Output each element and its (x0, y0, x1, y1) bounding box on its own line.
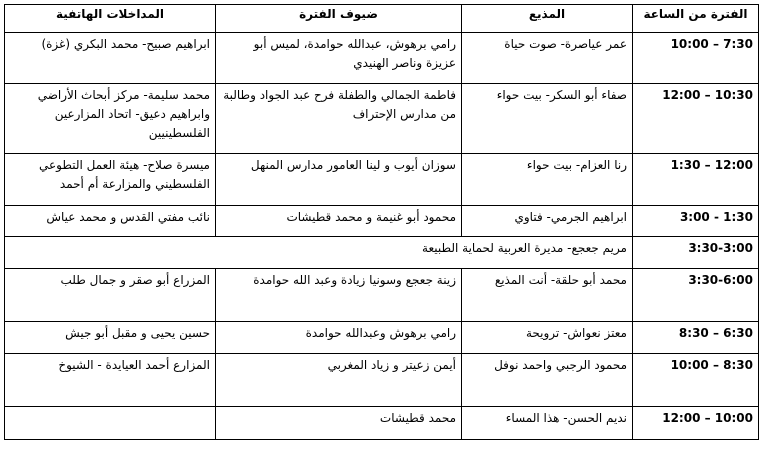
time-cell: 6:30 – 8:30 (633, 322, 759, 354)
guests-cell: أيمن زعيتر و زياد المغربي (216, 353, 462, 406)
host-cell: ابراهيم الجرمي- فتاوي (462, 205, 633, 237)
header-guests: ضيوف الفترة (216, 5, 462, 33)
time-cell: 12:00 – 1:30 (633, 154, 759, 205)
calls-cell: ابراهيم صبيح- محمد البكري (غزة) (5, 32, 216, 83)
guests-cell: فاطمة الجمالي والطفلة فرح عبد الجواد وطالبة من مدارس الإحتراف (216, 83, 462, 154)
guests-cell: محمود أبو غنيمة و محمد قطيشات (216, 205, 462, 237)
time-cell: 8:30 – 10:00 (633, 353, 759, 406)
header-host: المذيع (462, 5, 633, 33)
schedule-table (4, 4, 759, 440)
header-calls: المداخلات الهاتفية (5, 5, 216, 33)
table-row (5, 407, 759, 440)
table-row (5, 83, 759, 154)
calls-cell: محمد سليمة- مركز أبحاث الأراضي وابراهيم دعيق- اتحاد المزارعين الفلسطينيين (5, 83, 216, 154)
time-cell: 10:00 – 12:00 (633, 407, 759, 440)
time-cell: 1:30 - 3:00 (633, 205, 759, 237)
calls-cell: حسين يحيى و مقبل أبو جيش (5, 322, 216, 354)
calls-cell: المزارع أحمد العيايدة - الشيوخ (5, 353, 216, 406)
time-cell: 3:30-6:00 (633, 269, 759, 322)
table-row (5, 205, 759, 237)
schedule-table-wrapper (4, 4, 758, 440)
time-cell: 7:30 – 10:00 (633, 32, 759, 83)
guests-cell: رامي برهوش وعبدالله حوامدة (216, 322, 462, 354)
calls-cell (5, 407, 216, 440)
host-cell: عمر عياصرة- صوت حياة (462, 32, 633, 83)
table-row (5, 154, 759, 205)
merged-guests-cell: مريم جعجع- مديرة العربية لحماية الطبيعة (5, 237, 633, 269)
table-row (5, 32, 759, 83)
host-cell: محمود الرجبي واحمد نوفل (462, 353, 633, 406)
time-cell: 3:30-3:00 (633, 237, 759, 269)
header-time: الفترة من الساعة (633, 5, 759, 33)
host-cell: محمد أبو حلقة- أنت المذيع (462, 269, 633, 322)
header-row (5, 5, 759, 33)
calls-cell: نائب مفتي القدس و محمد عياش (5, 205, 216, 237)
table-row (5, 269, 759, 322)
calls-cell: المزراع أبو صقر و جمال طلب (5, 269, 216, 322)
table-row (5, 322, 759, 354)
guests-cell: محمد قطيشات (216, 407, 462, 440)
calls-cell: ميسرة صلاح- هيئة العمل التطوعي الفلسطيني والمزارعة أم أحمد (5, 154, 216, 205)
time-cell: 10:30 – 12:00 (633, 83, 759, 154)
host-cell: صفاء أبو السكر- بيت حواء (462, 83, 633, 154)
host-cell: معتز نعواش- ترويحة (462, 322, 633, 354)
table-row (5, 237, 759, 269)
guests-cell: رامي برهوش، عبدالله حوامدة، لميس أبو عزيزة وناصر الهنيدي (216, 32, 462, 83)
guests-cell: زينة جعجع وسونيا زيادة وعبد الله حوامدة (216, 269, 462, 322)
table-row (5, 353, 759, 406)
guests-cell: سوزان أيوب و لينا العامور مدارس المنهل (216, 154, 462, 205)
host-cell: نديم الحسن- هذا المساء (462, 407, 633, 440)
host-cell: رنا العزام- بيت حواء (462, 154, 633, 205)
